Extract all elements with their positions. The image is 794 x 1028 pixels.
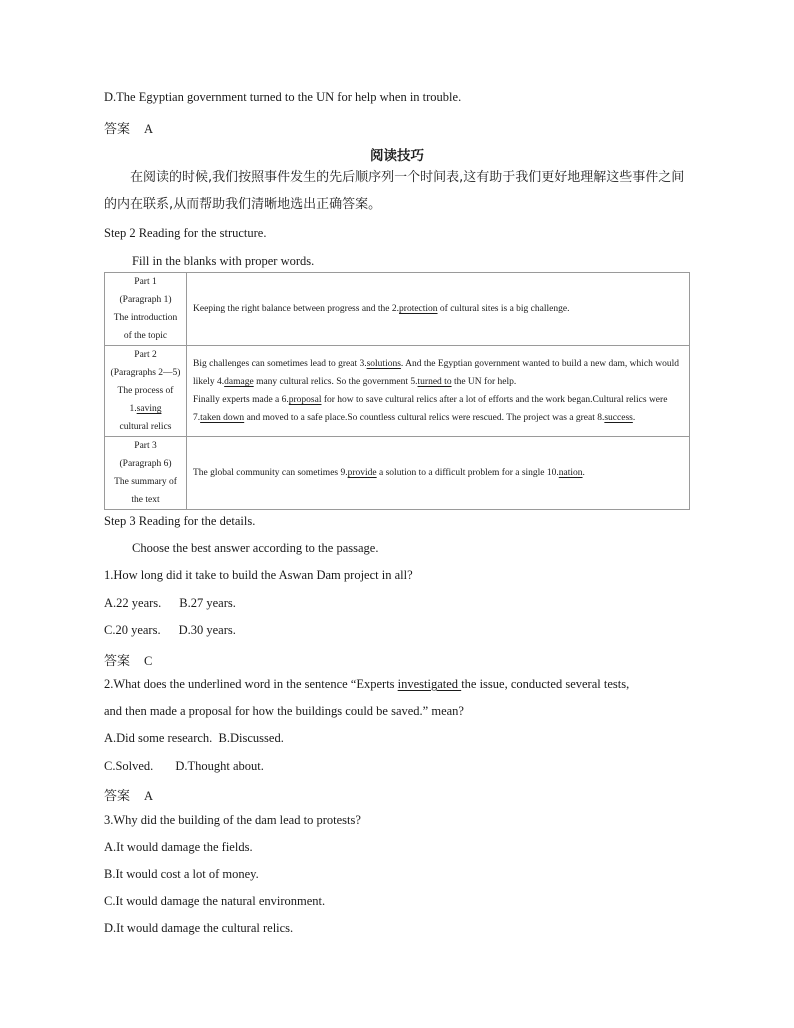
part-line: The process of xyxy=(117,386,174,396)
blank-number: 1. xyxy=(129,404,137,414)
q1-options-cd xyxy=(104,623,236,638)
q2-options-cd xyxy=(104,759,264,774)
q2-underlined-word: investigated xyxy=(397,677,462,691)
content-text: a solution to a difficult problem for a single 10. xyxy=(376,468,559,478)
part-line: Part 3 xyxy=(134,441,157,451)
blank-answer: success xyxy=(604,413,633,423)
content-text: . xyxy=(632,413,636,423)
tips-paragraph: 在阅读的时候,我们按照事件发生的先后顺序列一个时间表,这有助于我们更好地理解这些事件之间的内在联系,从而帮助我们清晰地选出正确答案。 xyxy=(104,170,685,212)
table-row xyxy=(105,437,690,510)
answer-value: A xyxy=(144,122,154,136)
part-line: Part 2 xyxy=(134,350,157,360)
q2-stem-line2: and then made a proposal for how the buildings could be saved.” mean? xyxy=(104,704,464,718)
q2-option-d: D.Thought about. xyxy=(175,759,264,773)
q2-answer: A xyxy=(144,789,154,803)
content-text: . And the Egyptian government wanted to build a new dam, which would likely 4. xyxy=(193,359,679,387)
part-cell xyxy=(105,437,187,510)
part-line: The summary of xyxy=(114,477,177,487)
content-text: Big challenges can sometimes lead to great 3. xyxy=(193,359,367,369)
part-line: cultural relics xyxy=(119,422,172,432)
answer-line xyxy=(104,118,153,137)
table-row xyxy=(105,346,690,437)
part-line: (Paragraph 1) xyxy=(119,295,172,305)
q3-stem: 3.Why did the building of the dam lead to protests? xyxy=(104,813,361,827)
blank-answer: saving xyxy=(136,404,162,414)
content-text: the UN for help. xyxy=(451,377,517,387)
blank-answer: nation xyxy=(558,468,583,478)
part-line: The introduction xyxy=(113,313,178,323)
part-line: the text xyxy=(131,495,160,505)
structure-table xyxy=(104,272,690,510)
content-cell xyxy=(187,346,690,437)
q3-option-c: C.It would damage the natural environment. xyxy=(104,894,326,908)
content-text: for how to save cultural relics after a lot of efforts and the work began.Cultural relics were 7. xyxy=(193,395,668,423)
blank-answer: proposal xyxy=(288,395,322,405)
part-line: (Paragraph 6) xyxy=(119,459,172,469)
part-cell xyxy=(105,273,187,346)
q2-options-ab xyxy=(104,731,284,746)
step3-title: Step 3 Reading for the details. xyxy=(104,514,256,528)
content-cell xyxy=(187,437,690,510)
content-cell xyxy=(187,273,690,346)
answer-label: 答案 xyxy=(104,654,131,669)
q2-answer-line xyxy=(104,785,153,804)
q1-option-b: B.27 years. xyxy=(179,596,236,610)
answer-label: 答案 xyxy=(104,789,131,804)
step2-title: Step 2 Reading for the structure. xyxy=(104,226,267,240)
q1-option-d: D.30 years. xyxy=(178,623,236,637)
q2-stem-before: 2.What does the underlined word in the sentence “Experts xyxy=(104,677,398,691)
q1-stem: 1.How long did it take to build the Aswan Dam project in all? xyxy=(104,568,413,582)
q2-option-c: C.Solved. xyxy=(104,759,154,773)
blank-answer: protection xyxy=(399,304,438,314)
part-line: of the topic xyxy=(123,331,168,341)
q2-stem xyxy=(104,677,629,692)
part-line: Part 1 xyxy=(134,277,157,287)
step3-instruction: Choose the best answer according to the passage. xyxy=(132,541,379,555)
content-text: . xyxy=(582,468,585,478)
q1-options-ab xyxy=(104,596,236,611)
tips-heading: 阅读技巧 xyxy=(370,148,424,164)
part-cell xyxy=(105,346,187,437)
content-text: of cultural sites is a big challenge. xyxy=(437,304,570,314)
part-line: (Paragraphs 2—5) xyxy=(110,368,181,378)
q3-option-d: D.It would damage the cultural relics. xyxy=(104,921,294,935)
step2-instruction: Fill in the blanks with proper words. xyxy=(132,254,315,268)
q1-answer: C xyxy=(144,654,153,668)
q3-option-a: A.It would damage the fields. xyxy=(104,840,253,854)
q1-option-c: C.20 years. xyxy=(104,623,161,637)
table-row xyxy=(105,273,690,346)
blank-answer: damage xyxy=(224,377,254,387)
content-text: many cultural relics. So the government 5. xyxy=(253,377,418,387)
blank-answer: taken down xyxy=(200,413,245,423)
q3-option-b: B.It would cost a lot of money. xyxy=(104,867,259,881)
q2-option-b: B.Discussed. xyxy=(218,731,284,745)
q1-answer-line xyxy=(104,650,152,669)
q2-option-a: A.Did some research. xyxy=(104,731,213,745)
q2-stem-after: the issue, conducted several tests, xyxy=(461,677,630,691)
content-text: Keeping the right balance between progress and the 2. xyxy=(193,304,400,314)
blank-answer: turned to xyxy=(417,377,452,387)
content-text: The global community can sometimes 9. xyxy=(193,468,348,478)
content-text: Finally experts made a 6. xyxy=(193,395,289,405)
blank-answer: provide xyxy=(347,468,377,478)
content-text: and moved to a safe place.So countless cultural relics were rescued. The project was a great 8. xyxy=(244,413,605,423)
option-d: D.The Egyptian government turned to the UN for help when in trouble. xyxy=(104,90,462,104)
blank-answer: solutions xyxy=(366,359,401,369)
q1-option-a: A.22 years. xyxy=(104,596,162,610)
answer-label: 答案 xyxy=(104,122,131,137)
